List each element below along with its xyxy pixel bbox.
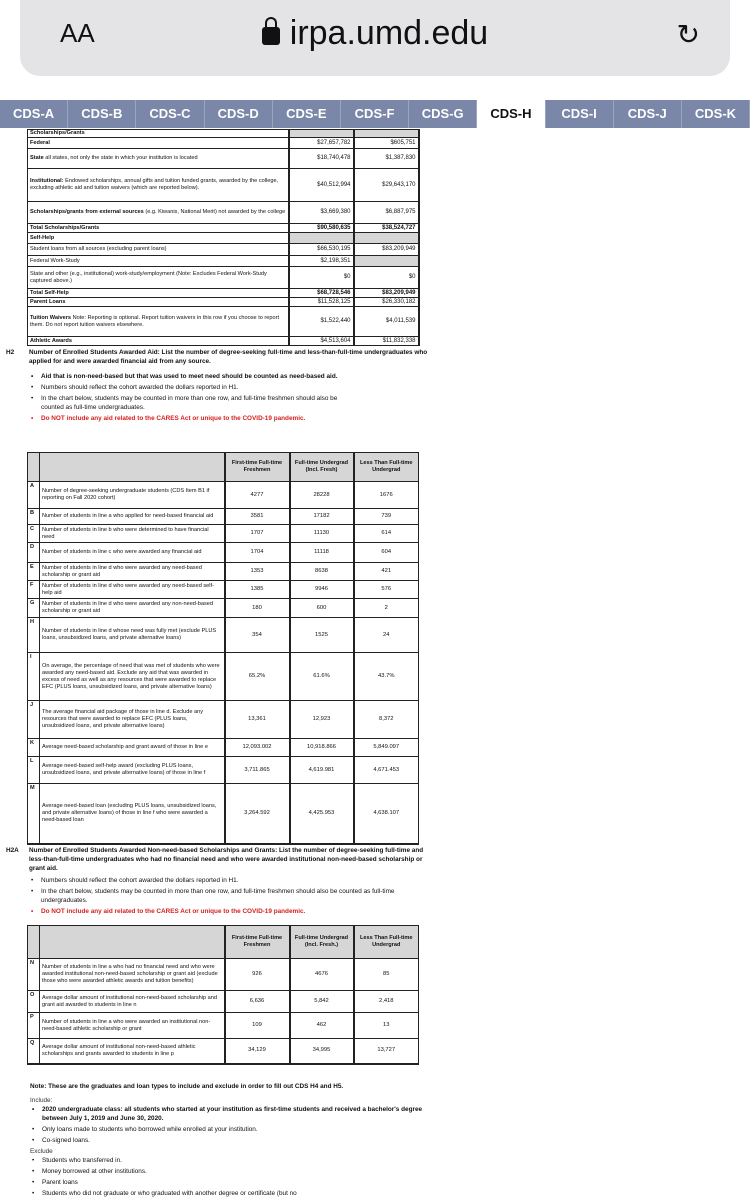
row-letter: G [28, 599, 40, 618]
row-letter: A [28, 482, 40, 509]
h2a-table [27, 925, 419, 1065]
row-label [28, 233, 289, 244]
value-cell: 8,372 [354, 701, 419, 739]
value-cell: 109 [225, 1013, 290, 1039]
table-row [28, 757, 419, 784]
value-cell: 17182 [290, 509, 354, 525]
column-header: Less Than Full-time Undergrad [354, 926, 419, 959]
value-cell: $83,209,949 [354, 244, 419, 256]
value-cell [289, 130, 354, 138]
value-cell: 12,093.002 [225, 739, 290, 757]
url-display[interactable] [20, 14, 730, 53]
row-label: Average need-based self-help award (excluding PLUS loans, unsubsidized loans, and private alternative loans) of those in line f [40, 757, 225, 784]
table-row [28, 1013, 419, 1039]
tab-cds-f[interactable]: CDS-F [341, 100, 409, 128]
row-letter: H [28, 618, 40, 653]
value-cell [354, 233, 419, 244]
value-cell: 4277 [225, 482, 290, 509]
value-cell [354, 130, 419, 138]
row-label: Average dollar amount of institutional non-need-based athletic scholarships and grants awarded to students in line p [40, 1039, 225, 1064]
row-letter: F [28, 581, 40, 599]
row-letter: D [28, 543, 40, 563]
value-cell [289, 233, 354, 244]
column-header: Full-time Undergrad (Incl. Fresh.) [290, 926, 354, 959]
value-cell: 4,671.453 [354, 757, 419, 784]
value-cell: 604 [354, 543, 419, 563]
value-cell: $1,387,830 [354, 149, 419, 169]
bullet-item: • Aid that is non-need-based but that was used to meet need should be counted as need-based aid. [29, 372, 359, 381]
value-cell: $18,740,478 [289, 149, 354, 169]
bullet-item: • Co-signed loans. [30, 1136, 430, 1145]
row-label-bold: Scholarships/Grants [30, 130, 85, 136]
row-letter: C [28, 525, 40, 543]
bullet-item: • Do NOT include any aid related to the CARES Act or unique to the COVID-19 pandemic. [29, 414, 359, 423]
row-label: Number of students in line c who were awarded any financial aid [40, 543, 225, 563]
row-label-text: Note: Reporting is optional. Report tuition waivers in this row if you choose to report them. Do not report tuition waivers elsewhere. [30, 314, 280, 328]
column-header: First-time Full-time Freshmen [225, 926, 290, 959]
tab-cds-e[interactable]: CDS-E [273, 100, 341, 128]
value-cell: 926 [225, 959, 290, 991]
value-cell: 462 [290, 1013, 354, 1039]
table-row [28, 1039, 419, 1064]
row-label: Number of students in line d who were awarded any need-based scholarship or grant aid [40, 563, 225, 581]
bullet-item: • In the chart below, students may be counted in more than one row, and full-time freshmen should also be counted as full-time undergraduates. [29, 887, 409, 905]
row-letter: J [28, 701, 40, 739]
row-label [28, 130, 289, 138]
row-letter: N [28, 959, 40, 991]
value-cell: 6,636 [225, 991, 290, 1013]
value-cell: $83,209,949 [354, 289, 419, 298]
row-letter: E [28, 563, 40, 581]
table-row [28, 482, 419, 509]
bullet-list [29, 372, 359, 425]
row-label [28, 224, 289, 233]
row-label: Number of degree-seeking undergraduate students (CDS Item B1 if reporting on Fall 2020 cohort) [40, 482, 225, 509]
row-label: Average need-based scholarship and grant award of those in line e [40, 739, 225, 757]
table-row [28, 130, 419, 138]
column-header: Less Than Full-time Undergrad [354, 453, 419, 482]
table-row [28, 224, 419, 233]
value-cell: 24 [354, 618, 419, 653]
value-cell: $4,513,604 [289, 337, 354, 346]
row-label: Number of students in line a who had no financial need and who were awarded institutional non-need-based scholarship or grant aid (exclude those who were awarded athletic awards and tuition benefits) [40, 959, 225, 991]
section-title: Number of Enrolled Students Awarded Non-need-based Scholarships and Grants: List the number of degree-seeking full-time and less-than-full-time undergraduates who had no financial need and who were awarded institutional non-need-based scholarship or grant aid. [29, 847, 424, 872]
lock-icon [262, 27, 280, 45]
table-row [28, 169, 419, 202]
note-title: Note: These are the graduates and loan types to include and exclude in order to fill out CDS H4 and H5. [30, 1083, 344, 1090]
row-label: Average dollar amount of institutional non-need-based scholarship and grant aid awarded to students in line n [40, 991, 225, 1013]
bullet-item: • Students who did not graduate or who graduated with another degree or certificate (but no [30, 1189, 430, 1198]
label-header-cell [40, 453, 225, 482]
row-label-text: Federal Work-Study [30, 257, 80, 264]
table-row [28, 256, 419, 267]
tab-cds-b[interactable]: CDS-B [68, 100, 136, 128]
value-cell: $27,657,782 [289, 138, 354, 149]
value-cell: $6,887,975 [354, 202, 419, 224]
row-letter: M [28, 784, 40, 844]
row-label-bold: Institutional: [30, 178, 64, 184]
cds-tab-bar [0, 100, 750, 128]
row-label [28, 149, 289, 169]
row-label: Number of students in line a who were awarded an institutional non-need-based athletic scholarship or grant [40, 1013, 225, 1039]
value-cell: 4676 [290, 959, 354, 991]
value-cell: 576 [354, 581, 419, 599]
bullet-item: • 2020 undergraduate class: all students who started at your institution as first-time students and received a bachelor's degree between July 1, 2019 and June 30, 2020. [30, 1105, 430, 1123]
value-cell [354, 256, 419, 267]
row-label [28, 307, 289, 337]
value-cell: 9946 [290, 581, 354, 599]
table-row [28, 307, 419, 337]
table-row [28, 784, 419, 844]
column-header: First-time Full-time Freshmen [225, 453, 290, 482]
value-cell: 4,425.953 [290, 784, 354, 844]
bullet-item: • In the chart below, students may be counted in more than one row, and full-time freshmen should also be counted as full-time undergraduates. [29, 394, 359, 412]
table-row [28, 509, 419, 525]
header-row [28, 453, 419, 482]
value-cell: 180 [225, 599, 290, 618]
tab-cds-i[interactable]: CDS-I [546, 100, 614, 128]
value-cell: 28228 [290, 482, 354, 509]
row-letter: B [28, 509, 40, 525]
address-bar[interactable] [20, 0, 730, 76]
row-label: Number of students in line a who applied for need-based financial aid [40, 509, 225, 525]
bullet-item: • Numbers should reflect the cohort awarded the dollars reported in H1. [29, 383, 359, 392]
reload-icon[interactable]: ↻ [676, 19, 700, 50]
row-letter: P [28, 1013, 40, 1039]
value-cell: $11,528,125 [289, 298, 354, 307]
value-cell: 3581 [225, 509, 290, 525]
table-row [28, 525, 419, 543]
value-cell: $29,643,170 [354, 169, 419, 202]
row-label-text: State and other (e.g., institutional) work-study/employment (Note: Excludes Federal Work-Study captured above.) [30, 270, 267, 284]
row-label [28, 202, 289, 224]
value-cell: 10,918.866 [290, 739, 354, 757]
value-cell: $11,832,338 [354, 337, 419, 346]
value-cell: 600 [290, 599, 354, 618]
value-cell: 8638 [290, 563, 354, 581]
value-cell: 5,849.097 [354, 739, 419, 757]
value-cell: 65.2% [225, 653, 290, 701]
include-label: Include: [30, 1097, 53, 1104]
value-cell: $4,011,539 [354, 307, 419, 337]
table-row [28, 653, 419, 701]
row-label: Number of students in line d whose need was fully met (exclude PLUS loans, unsubsidized loans, and private alternative loans) [40, 618, 225, 653]
table-row [28, 233, 419, 244]
value-cell: 421 [354, 563, 419, 581]
value-cell: 4,638.107 [354, 784, 419, 844]
table-row [28, 543, 419, 563]
bullet-item: • Parent loans [30, 1178, 430, 1187]
value-cell: 739 [354, 509, 419, 525]
row-label: Number of students in line b who were determined to have financial need [40, 525, 225, 543]
header-row [28, 926, 419, 959]
table-row [28, 739, 419, 757]
corner-cell [28, 453, 40, 482]
value-cell: $0 [289, 267, 354, 289]
value-cell: 4,619.981 [290, 757, 354, 784]
row-letter: Q [28, 1039, 40, 1064]
row-letter: K [28, 739, 40, 757]
row-label [28, 289, 289, 298]
row-label: Average need-based loan (excluding PLUS loans, unsubsidized loans, and private alternative loans) of those in line f who were awarded a need-based loan [40, 784, 225, 844]
url-text: irpa.umd.edu [289, 14, 489, 52]
corner-cell [28, 926, 40, 959]
value-cell: 34,129 [225, 1039, 290, 1064]
section-title: Number of Enrolled Students Awarded Aid: List the number of degree-seeking full-time and less-than-full-time undergraduates who applied for and were awarded financial aid from any source. [29, 349, 428, 365]
value-cell: $40,512,994 [289, 169, 354, 202]
value-cell: 1676 [354, 482, 419, 509]
value-cell: 13 [354, 1013, 419, 1039]
row-label: Number of students in line d who were awarded any need-based self-help aid [40, 581, 225, 599]
section-number: H2A [6, 847, 19, 854]
table-row [28, 149, 419, 169]
table-row [28, 202, 419, 224]
row-label-bold: Athletic Awards [30, 337, 72, 344]
section-number: H2 [6, 349, 15, 356]
table-row [28, 298, 419, 307]
h2-table [27, 452, 419, 845]
value-cell: $0 [354, 267, 419, 289]
value-cell: 34,995 [290, 1039, 354, 1064]
value-cell: 1525 [290, 618, 354, 653]
value-cell: 1353 [225, 563, 290, 581]
exclude-label: Exclude [30, 1148, 53, 1155]
table-row [28, 289, 419, 298]
value-cell: 1385 [225, 581, 290, 599]
value-cell: 2,418 [354, 991, 419, 1013]
row-label [28, 256, 289, 267]
note-section [30, 1082, 430, 1200]
row-label-bold: Total Scholarships/Grants [30, 224, 100, 231]
row-label: The average financial aid package of those in line d. Exclude any resources that were awarded to replace EFC (PLUS loans, unsubsidized loans, and private alternative loans) [40, 701, 225, 739]
row-letter: O [28, 991, 40, 1013]
bullet-item: • Only loans made to students who borrowed while enrolled at your institution. [30, 1125, 430, 1134]
table-row [28, 701, 419, 739]
row-label [28, 267, 289, 289]
bullet-item: • Students who transferred in. [30, 1156, 430, 1165]
value-cell: 614 [354, 525, 419, 543]
row-label-bold: Total Self-Help [30, 289, 69, 296]
value-cell: 61.6% [290, 653, 354, 701]
value-cell: $2,198,351 [289, 256, 354, 267]
row-label-bold: Federal [30, 139, 50, 146]
value-cell: 1704 [225, 543, 290, 563]
value-cell: 2 [354, 599, 419, 618]
value-cell: 3,264.592 [225, 784, 290, 844]
row-label-bold: Self-Help [30, 234, 55, 241]
row-label-bold: Scholarships/grants from external sources [30, 209, 144, 215]
value-cell: 43.7% [354, 653, 419, 701]
value-cell: $66,530,195 [289, 244, 354, 256]
value-cell: $605,751 [354, 138, 419, 149]
h1-aid-table [27, 129, 420, 346]
table-row [28, 581, 419, 599]
value-cell: 13,727 [354, 1039, 419, 1064]
tab-cds-d[interactable]: CDS-D [205, 100, 273, 128]
label-header-cell [40, 926, 225, 959]
row-letter: L [28, 757, 40, 784]
row-label-text: Student loans from all sources (excluding parent loans) [30, 246, 167, 252]
table-row [28, 337, 419, 346]
row-label-bold: Tuition Waivers [30, 314, 72, 321]
bullet-item: • Money borrowed at other institutions. [30, 1167, 430, 1176]
tab-cds-h[interactable]: CDS-H [477, 100, 545, 128]
value-cell: 5,842 [290, 991, 354, 1013]
bullet-list [29, 876, 409, 918]
row-label [28, 169, 289, 202]
row-label-bold: Parent Loans [30, 298, 66, 305]
value-cell: 354 [225, 618, 290, 653]
table-row [28, 138, 419, 149]
table-row [28, 563, 419, 581]
value-cell: $26,330,182 [354, 298, 419, 307]
value-cell: $90,580,635 [289, 224, 354, 233]
tab-cds-k[interactable]: CDS-K [682, 100, 750, 128]
tab-cds-c[interactable]: CDS-C [136, 100, 204, 128]
bullet-item: • Numbers should reflect the cohort awarded the dollars reported in H1. [29, 876, 409, 885]
row-label [28, 298, 289, 307]
table-row [28, 267, 419, 289]
bullet-item: • Do NOT include any aid related to the CARES Act or unique to the COVID-19 pandemic. [29, 907, 409, 916]
value-cell: 3,711.865 [225, 757, 290, 784]
row-letter: I [28, 653, 40, 701]
row-label: On average, the percentage of need that was met of students who were awarded any need-based aid. Exclude any aid that was awarded in excess of need as well as any resources that were awarded to replace EFC (PLUS loans, unsubsidized loans, and private alternative loans) [40, 653, 225, 701]
value-cell: $3,669,380 [289, 202, 354, 224]
row-label [28, 138, 289, 149]
table-row [28, 991, 419, 1013]
value-cell: $1,522,440 [289, 307, 354, 337]
value-cell: 1707 [225, 525, 290, 543]
tab-cds-j[interactable]: CDS-J [614, 100, 682, 128]
row-label: Number of students in line d who were awarded any non-need-based scholarship or grant aid [40, 599, 225, 618]
table-row [28, 618, 419, 653]
row-label-text: (e.g. Kiwanis, National Merit) not awarded by the college [143, 209, 286, 215]
value-cell: 12,923 [290, 701, 354, 739]
value-cell: $38,524,727 [354, 224, 419, 233]
column-header: Full-time Undergrad (Incl. Fresh) [290, 453, 354, 482]
table-row [28, 599, 419, 618]
row-label-bold: State [30, 155, 44, 161]
table-row [28, 244, 419, 256]
value-cell: 11118 [290, 543, 354, 563]
exclude-list [30, 1156, 430, 1198]
value-cell: 85 [354, 959, 419, 991]
table-row [28, 959, 419, 991]
row-label-text: all states, not only the state in which your institution is located [43, 155, 198, 161]
row-label [28, 337, 289, 346]
row-label-text: Endowed scholarships, annual gifts and tuition funded grants, awarded by the college, excluding athletic aid and tuition waivers (which are reported below). [30, 178, 279, 191]
value-cell: 11130 [290, 525, 354, 543]
include-list [30, 1105, 430, 1145]
tab-cds-a[interactable]: CDS-A [0, 100, 68, 128]
value-cell: 13,361 [225, 701, 290, 739]
value-cell: $68,728,546 [289, 289, 354, 298]
text-size-button[interactable]: AA [60, 18, 95, 48]
row-label [28, 244, 289, 256]
tab-cds-g[interactable]: CDS-G [409, 100, 477, 128]
